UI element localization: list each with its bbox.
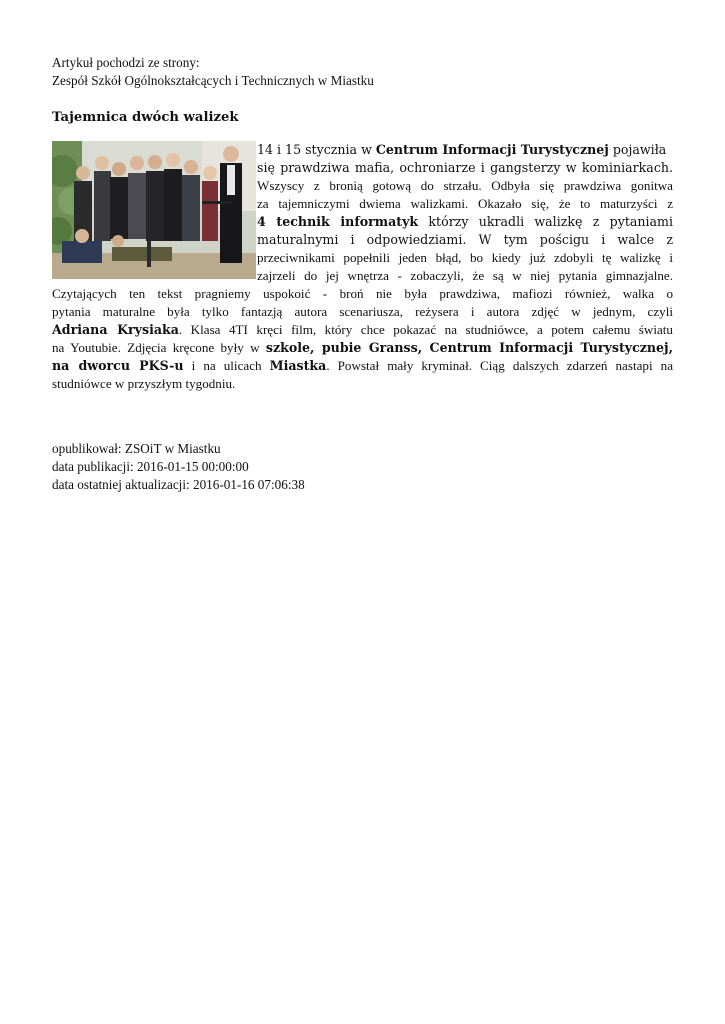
article-title: Tajemnica dwóch walizek bbox=[52, 110, 239, 125]
article-line-8 bbox=[257, 267, 673, 285]
bold-run: na dworcu PKS-u bbox=[52, 358, 184, 373]
publication-date: data publikacji: 2016-01-15 00:00:00 bbox=[52, 459, 249, 474]
text-run: studniówce w przyszłym tygodniu. bbox=[52, 376, 236, 391]
article-line-2 bbox=[257, 159, 673, 177]
article-line-7 bbox=[257, 249, 673, 267]
article-line-14 bbox=[52, 375, 673, 393]
article-line-11 bbox=[52, 321, 673, 339]
text-run: zajrzeli do jej wnętrza - zobaczyli, że są w niej pytania gimnazjalne. bbox=[257, 268, 673, 283]
article-line-3 bbox=[257, 177, 673, 195]
bold-run: Miastka bbox=[269, 358, 327, 373]
text-run: za tajemniczymi dwiema walizkami. Okazało się, że to maturzyści z bbox=[257, 196, 673, 211]
text-run: Czytających ten tekst pragniemy uspokoić - broń nie była prawdziwa, mafiozi również, walka o bbox=[52, 286, 673, 301]
text-run: się prawdziwa mafia, ochroniarze i gangsterzy w kominiarkach. bbox=[257, 160, 673, 175]
source-info bbox=[52, 54, 673, 90]
last-update-date: data ostatniej aktualizacji: 2016-01-16 07:06:38 bbox=[52, 477, 305, 492]
article-line-4 bbox=[257, 195, 673, 213]
text-run: pojawiła bbox=[608, 142, 667, 157]
article-line-5 bbox=[257, 213, 673, 231]
text-run: którzy ukradli walizkę z pytaniami bbox=[418, 214, 673, 229]
published-by: opublikował: ZSOiT w Miastku bbox=[52, 441, 221, 456]
text-run: przeciwnikami popełnili jeden błąd, bo kiedy już zdobyli tę walizkę i bbox=[257, 250, 673, 265]
group-photo-image bbox=[52, 141, 256, 279]
bold-run: Adriana Krysiaka bbox=[52, 322, 179, 337]
publication-meta bbox=[52, 440, 305, 494]
source-site-name: Zespół Szkół Ogólnokształcących i Technicznych w Miastku bbox=[52, 73, 374, 88]
text-run: 14 i 15 stycznia w bbox=[257, 142, 376, 157]
bold-run: 4 technik informatyk bbox=[257, 214, 419, 229]
source-label: Artykuł pochodzi ze strony: bbox=[52, 55, 200, 70]
article-line-9 bbox=[52, 285, 673, 303]
article-line-10 bbox=[52, 303, 673, 321]
article-line-12 bbox=[52, 339, 673, 357]
text-run: na Youtubie. Zdjęcia kręcone były w bbox=[52, 340, 266, 355]
text-run: i na ulicach bbox=[183, 358, 270, 373]
article-line-1 bbox=[257, 141, 673, 159]
bold-run: szkole, pubie Granss, Centrum Informacji Turystycznej, bbox=[265, 340, 674, 355]
text-run: pytania maturalne była tylko fantazją autora scenariusza, reżysera i autora zdjęć w jednym, czyli bbox=[52, 304, 673, 319]
article-line-13 bbox=[52, 357, 673, 375]
text-run: . Powstał mały kryminał. Ciąg dalszych zdarzeń nastapi na bbox=[326, 358, 674, 373]
text-run: . Klasa 4TI kręci film, który chce pokazać na studniówce, a potem całemu światu bbox=[178, 322, 673, 337]
text-run: Wszyscy z bronią gotową do strzału. Odbyła się prawdziwa gonitwa bbox=[257, 178, 673, 193]
article-photo bbox=[52, 141, 256, 279]
bold-run: Centrum Informacji Turystycznej bbox=[375, 142, 609, 157]
article-line-6 bbox=[257, 231, 673, 249]
text-run: maturalnymi i odpowiedziami. W tym pościgu i walce z bbox=[257, 232, 673, 247]
